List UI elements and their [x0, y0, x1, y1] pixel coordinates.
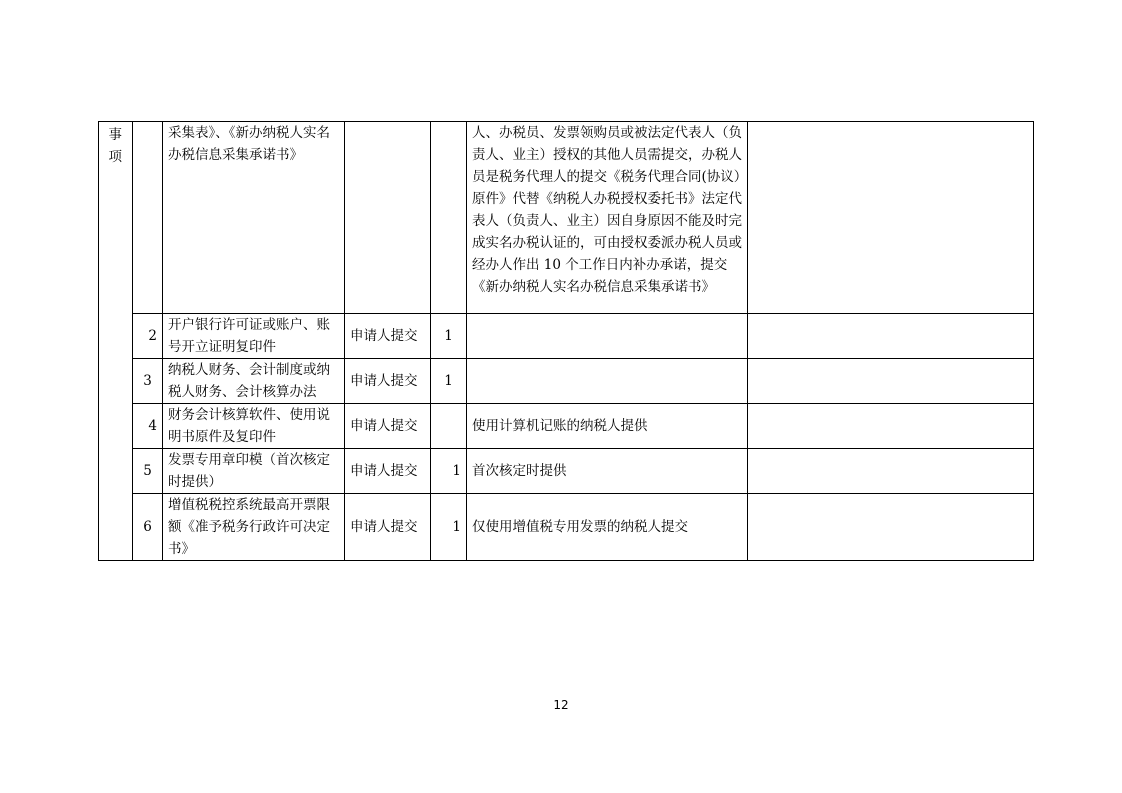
- document-name: 发票专用章印模（首次核定时提供）: [163, 449, 345, 494]
- remark: [467, 359, 748, 404]
- extra-cell: [748, 404, 1034, 449]
- extra-cell: [748, 449, 1034, 494]
- category-cell: [99, 122, 133, 561]
- remark: 使用计算机记账的纳税人提供: [467, 404, 748, 449]
- copies-count: 1: [431, 359, 467, 404]
- row-number: 6: [133, 494, 163, 561]
- table-row: [99, 359, 1034, 404]
- extra-cell: [748, 314, 1034, 359]
- copies-count: [431, 122, 467, 314]
- table-row: [99, 314, 1034, 359]
- submission-method: 申请人提交: [345, 449, 431, 494]
- submission-method: 申请人提交: [345, 314, 431, 359]
- row-number: 5: [133, 449, 163, 494]
- submission-method: 申请人提交: [345, 359, 431, 404]
- submission-method: 申请人提交: [345, 404, 431, 449]
- document-name: 开户银行许可证或账户、账号开立证明复印件: [163, 314, 345, 359]
- remark: 仅使用增值税专用发票的纳税人提交: [467, 494, 748, 561]
- table-row: [99, 122, 1034, 314]
- submission-method: 申请人提交: [345, 494, 431, 561]
- copies-count: 1: [431, 449, 467, 494]
- extra-cell: [748, 359, 1034, 404]
- row-number: [133, 122, 163, 314]
- remark: [467, 314, 748, 359]
- table-row: [99, 494, 1034, 561]
- row-number: 4: [133, 404, 163, 449]
- copies-count: 1: [431, 494, 467, 561]
- extra-cell: [748, 122, 1034, 314]
- submission-method: [345, 122, 431, 314]
- document-name: 增值税税控系统最高开票限额《准予税务行政许可决定书》: [163, 494, 345, 561]
- category-label: 事项: [108, 127, 122, 165]
- document-name: 财务会计核算软件、使用说明书原件及复印件: [163, 404, 345, 449]
- page-number: 12: [553, 698, 569, 712]
- row-number: 3: [133, 359, 163, 404]
- extra-cell: [748, 494, 1034, 561]
- document-name: 采集表》、《新办纳税人实名办税信息采集承诺书》: [163, 122, 345, 314]
- table-row: [99, 404, 1034, 449]
- materials-table: [98, 121, 1034, 561]
- table-row: [99, 449, 1034, 494]
- remark: 首次核定时提供: [467, 449, 748, 494]
- row-number: 2: [133, 314, 163, 359]
- copies-count: 1: [431, 314, 467, 359]
- remark: 人、办税员、发票领购员或被法定代表人（负责人、业主）授权的其他人员需提交，办税人员是税务代理人的提交《税务代理合同(协议）原件》代替《纳税人办税授权委托书》法定代表人（负责人、业主）因自身原因不能及时完成实名办税认证的，可由授权委派办税人员或经办人作出 10 个工作日内补办承诺，提交《新办纳税人实名办税信息采集承诺书》: [467, 122, 748, 314]
- document-name: 纳税人财务、会计制度或纳税人财务、会计核算办法: [163, 359, 345, 404]
- copies-count: [431, 404, 467, 449]
